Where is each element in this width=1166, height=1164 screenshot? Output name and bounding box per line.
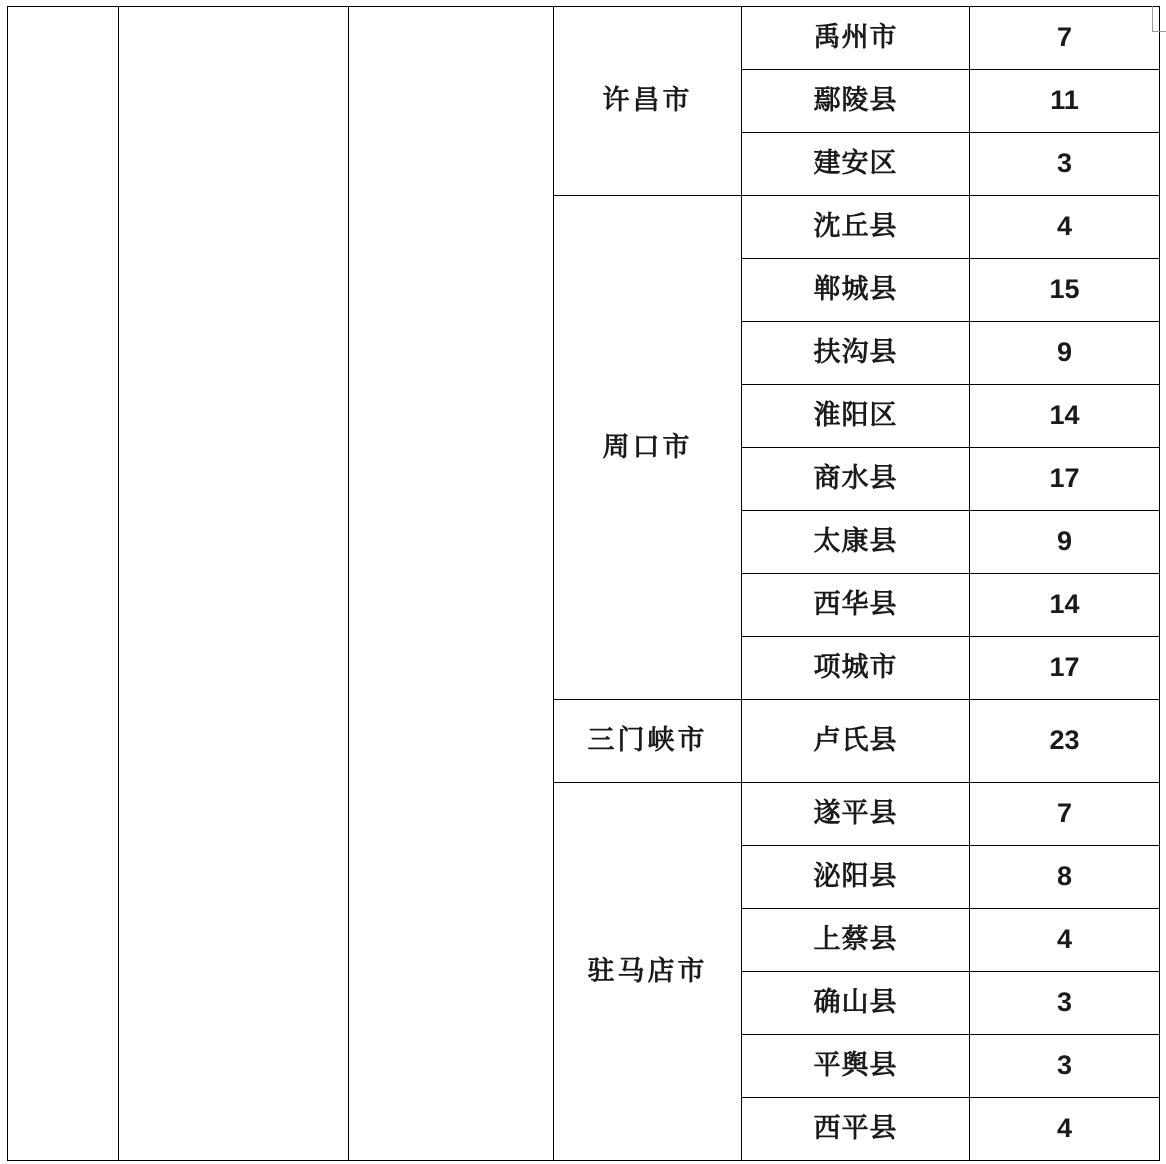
- data-table: [7, 6, 1160, 1161]
- county-cell: 卢氏县: [742, 700, 970, 783]
- county-cell: 平舆县: [742, 1035, 970, 1098]
- county-cell: 西平县: [742, 1098, 970, 1161]
- table-body: [8, 7, 1160, 1161]
- county-cell: 确山县: [742, 972, 970, 1035]
- county-cell: 沈丘县: [742, 196, 970, 259]
- county-cell: 遂平县: [742, 783, 970, 846]
- count-cell: 11: [970, 70, 1160, 133]
- count-cell: 3: [970, 1035, 1160, 1098]
- region-cell: 许昌市: [554, 7, 742, 196]
- count-cell: 17: [970, 637, 1160, 700]
- page-corner-mark: [1152, 6, 1166, 32]
- table-row: [8, 7, 1160, 70]
- county-cell: 鄢陵县: [742, 70, 970, 133]
- count-cell: 3: [970, 133, 1160, 196]
- count-cell: 14: [970, 385, 1160, 448]
- count-cell: 15: [970, 259, 1160, 322]
- county-cell: 淮阳区: [742, 385, 970, 448]
- count-cell: 17: [970, 448, 1160, 511]
- count-cell: 23: [970, 700, 1160, 783]
- region-cell: 周口市: [554, 196, 742, 700]
- spacer-cell-3: [349, 7, 554, 1161]
- county-cell: 上蔡县: [742, 909, 970, 972]
- county-cell: 项城市: [742, 637, 970, 700]
- county-cell: 禹州市: [742, 7, 970, 70]
- count-cell: 4: [970, 1098, 1160, 1161]
- county-cell: 西华县: [742, 574, 970, 637]
- count-cell: 4: [970, 909, 1160, 972]
- county-cell: 商水县: [742, 448, 970, 511]
- county-cell: 泌阳县: [742, 846, 970, 909]
- county-cell: 扶沟县: [742, 322, 970, 385]
- count-cell: 14: [970, 574, 1160, 637]
- count-cell: 7: [970, 7, 1160, 70]
- count-cell: 9: [970, 322, 1160, 385]
- count-cell: 7: [970, 783, 1160, 846]
- county-cell: 建安区: [742, 133, 970, 196]
- region-cell: 三门峡市: [554, 700, 742, 783]
- county-cell: 太康县: [742, 511, 970, 574]
- count-cell: 8: [970, 846, 1160, 909]
- region-cell: 驻马店市: [554, 783, 742, 1161]
- spacer-cell-2: [119, 7, 349, 1161]
- county-cell: 郸城县: [742, 259, 970, 322]
- document-page: [0, 6, 1166, 1164]
- count-cell: 3: [970, 972, 1160, 1035]
- spacer-cell-1: [8, 7, 119, 1161]
- count-cell: 4: [970, 196, 1160, 259]
- count-cell: 9: [970, 511, 1160, 574]
